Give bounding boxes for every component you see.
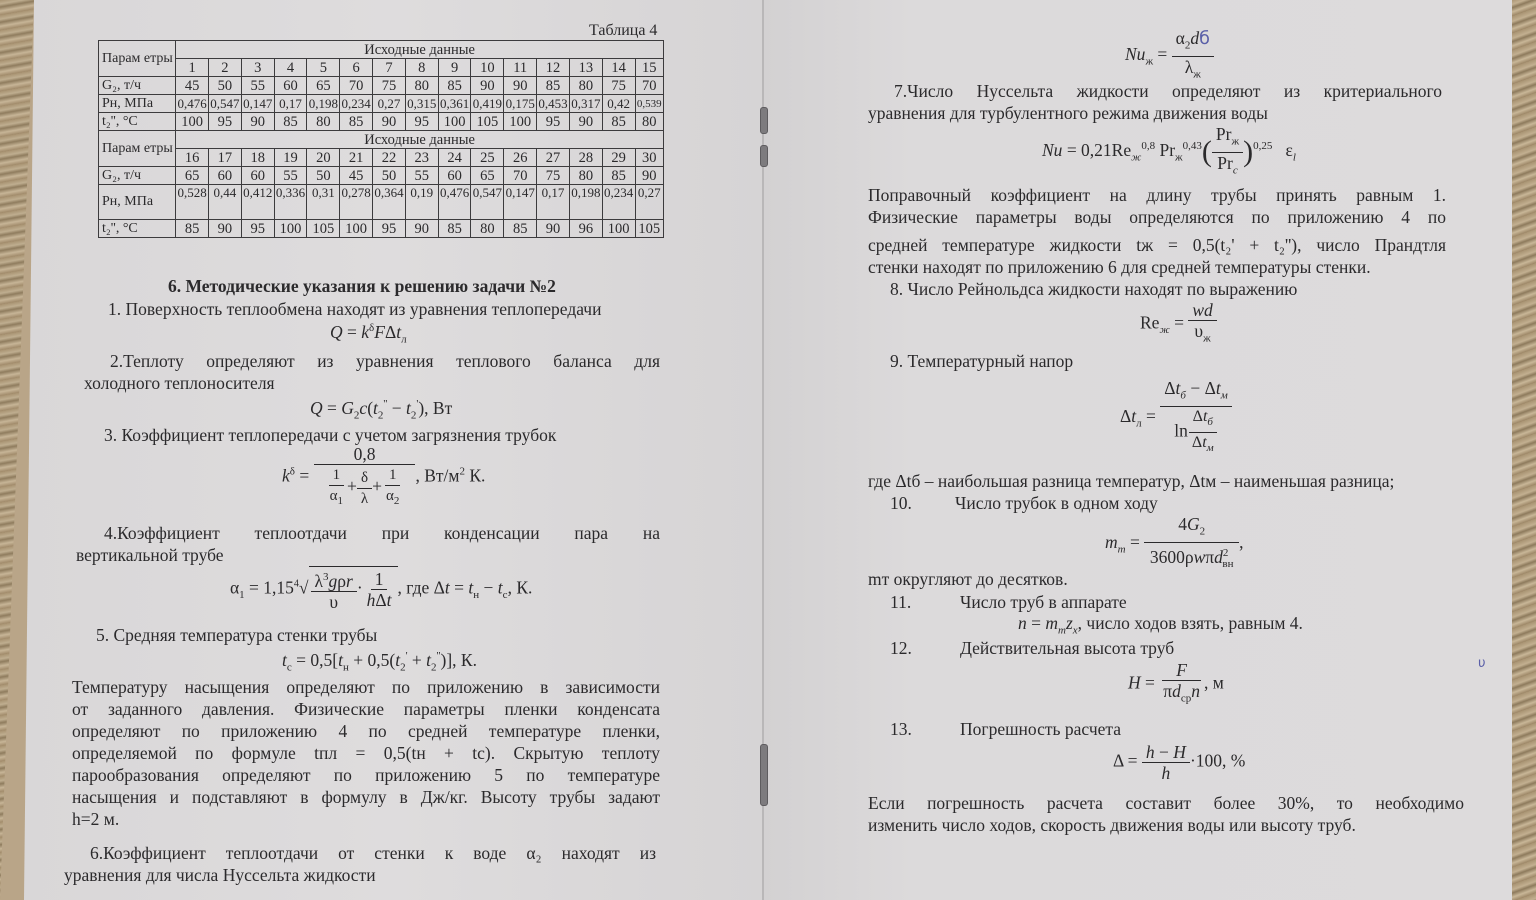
value-cell: 0,42 bbox=[602, 95, 635, 113]
value-cell: 80 bbox=[405, 77, 438, 95]
final-paragraph bbox=[868, 792, 1464, 836]
value-cell: 0,364 bbox=[373, 185, 406, 220]
variant-number-cell: 1 bbox=[176, 59, 209, 77]
item-1: 1. Поверхность теплообмена находят из уравнения теплопередачи bbox=[108, 299, 602, 319]
value-cell: 50 bbox=[373, 167, 406, 185]
item-6-line2: уравнения для числа Нуссельта жидкости bbox=[64, 865, 376, 885]
item-6-line1: 6.Коэффициент теплоотдачи от стенки к воде α₂ находят из bbox=[90, 843, 656, 863]
value-cell: 105 bbox=[635, 220, 663, 238]
item-12-number: 12. bbox=[890, 638, 912, 658]
value-cell: 85 bbox=[176, 220, 209, 238]
formula-reynolds: $Re_ж$ = $\frac{wd}{\upsilon_ж}$ bbox=[1140, 300, 1217, 349]
handwritten-subscript: б bbox=[1199, 29, 1210, 49]
value-cell: 80 bbox=[635, 113, 663, 131]
variant-number-cell: 16 bbox=[176, 149, 209, 167]
formula-alpha1: $\alpha_1 = 1,15^4√$ $\frac{\lambda^3g\rho r}{\upsilon}$ · $\frac{1}{\text{hΔt}}$ , где $\Delta t = t_н - t_с$, К. bbox=[230, 566, 532, 612]
value-cell: 0,278 bbox=[340, 185, 373, 220]
value-cell: 60 bbox=[241, 167, 274, 185]
variant-number-cell: 14 bbox=[602, 59, 635, 77]
value-cell: 85 bbox=[602, 113, 635, 131]
value-cell: 55 bbox=[241, 77, 274, 95]
value-cell: 0,547 bbox=[210, 95, 240, 111]
lmtd-explanation: где Δtб – наибольшая разница температур, Δtм – наименьшая разница; bbox=[868, 471, 1395, 491]
value-cell: 0,547 bbox=[471, 185, 504, 220]
item-3: 3. Коэффициент теплопередачи с учетом загрязнения трубок bbox=[104, 425, 557, 445]
value-cell: 0,27 bbox=[635, 185, 663, 220]
formula-heat-balance: $Q = G_2c(t_2'' - t_2')$, Вт bbox=[310, 398, 453, 422]
value-cell: 50 bbox=[307, 167, 340, 185]
value-cell: 0,198 bbox=[569, 185, 602, 220]
value-cell: 55 bbox=[274, 167, 307, 185]
value-cell: 85 bbox=[602, 167, 635, 185]
variant-number-cell: 12 bbox=[537, 59, 570, 77]
value-cell: 96 bbox=[569, 220, 602, 238]
variant-number-cell: 9 bbox=[438, 59, 471, 77]
item-7-line1: 7.Число Нуссельта жидкости определяют из критериального bbox=[894, 81, 1442, 101]
variant-number-cell: 25 bbox=[471, 149, 504, 167]
value-cell: 80 bbox=[569, 77, 602, 95]
value-cell: 60 bbox=[274, 77, 307, 95]
item-11-number: 11. bbox=[890, 592, 912, 612]
value-cell: 100 bbox=[438, 113, 471, 131]
item-4-line2: вертикальной трубе bbox=[76, 545, 224, 565]
item-2-line2: холодного теплоносителя bbox=[84, 373, 275, 393]
variant-number-cell: 19 bbox=[274, 149, 307, 167]
value-cell: 60 bbox=[208, 167, 241, 185]
value-cell: 50 bbox=[208, 77, 241, 95]
value-cell: 85 bbox=[438, 77, 471, 95]
value-cell: 0,476 bbox=[177, 95, 207, 111]
variant-number-cell: 4 bbox=[274, 59, 307, 77]
para-line: средней температуре жидкости tж = 0,5(t₂' + t₂''), число Прандтля bbox=[868, 235, 1446, 255]
value-cell: 90 bbox=[208, 220, 241, 238]
row-label-cell: t₂'', °C bbox=[99, 220, 176, 238]
group-header-cell: Исходные данные bbox=[176, 131, 664, 149]
variant-number-cell: 30 bbox=[635, 149, 663, 167]
formula-tube-count: $n = m_mz_x$, число ходов взять, равным 4. bbox=[1018, 613, 1303, 637]
param-header-cell: Парам етры bbox=[99, 131, 176, 167]
item-13-number: 13. bbox=[890, 719, 912, 739]
item-5: 5. Средняя температура стенки трубы bbox=[96, 625, 378, 645]
value-cell: 0,175 bbox=[505, 95, 535, 111]
value-cell: 95 bbox=[537, 113, 570, 131]
variant-number-cell: 7 bbox=[373, 59, 406, 77]
value-cell: 80 bbox=[307, 113, 340, 131]
value-cell: 45 bbox=[340, 167, 373, 185]
item-8: 8. Число Рейнольдса жидкости находят по выражению bbox=[890, 279, 1298, 299]
para-line: насыщения и подставляют в формулу в Дж/кг. Высоту трубы задают bbox=[72, 787, 660, 807]
formula-heat-transfer: $Q = k^\delta F\Delta t_л$ bbox=[330, 322, 407, 346]
value-cell: 85 bbox=[274, 113, 307, 131]
value-cell: 0,528 bbox=[176, 185, 209, 220]
variant-number-cell: 3 bbox=[241, 59, 274, 77]
para-line: стенки находят по приложению 6 для средней температуры стенки. bbox=[868, 257, 1371, 277]
item-2-line1: 2.Теплоту определяют из уравнения теплового баланса для bbox=[110, 351, 660, 371]
value-cell: 0,234 bbox=[341, 95, 371, 111]
value-cell: 100 bbox=[176, 113, 209, 131]
formula-nusselt-def: $Nu_ж$ = $\frac{\alpha_2dб}{\lambda_ж}$ bbox=[1125, 28, 1214, 84]
para-line: Температуру насыщения определяют по приложению в зависимости bbox=[72, 677, 660, 697]
value-cell: 0,17 bbox=[274, 95, 307, 113]
formula-error: Δ = $\frac{h - H}{h}$ ·100, % bbox=[1113, 742, 1246, 783]
value-cell: 75 bbox=[537, 167, 570, 185]
value-cell: 0,317 bbox=[571, 95, 601, 111]
value-cell: 90 bbox=[471, 77, 504, 95]
physical-params-paragraph bbox=[868, 184, 1446, 278]
value-cell: 85 bbox=[438, 220, 471, 238]
value-cell: 90 bbox=[405, 220, 438, 238]
para-line: Поправочный коэффициент на длину трубы принять равным 1. bbox=[868, 185, 1446, 205]
value-cell: 70 bbox=[504, 167, 537, 185]
value-cell: 0,44 bbox=[208, 185, 241, 220]
value-cell: 85 bbox=[340, 113, 373, 131]
para-line: Физические параметры воды определяются по приложению 4 по bbox=[868, 207, 1446, 227]
value-cell: 0,147 bbox=[243, 95, 273, 111]
value-cell: 70 bbox=[340, 77, 373, 95]
value-cell: 90 bbox=[504, 77, 537, 95]
value-cell: 90 bbox=[373, 113, 406, 131]
variant-number-cell: 26 bbox=[504, 149, 537, 167]
wooden-table-right bbox=[1510, 0, 1536, 900]
item-12-text: Действительная высота труб bbox=[960, 638, 1175, 658]
variant-number-cell: 27 bbox=[537, 149, 570, 167]
item-13-text: Погрешность расчета bbox=[960, 719, 1122, 739]
value-cell: 80 bbox=[471, 220, 504, 238]
formula-k: $k^\delta$ = 0,8 $\frac{1}{\alpha_1}$ + $\frac{\delta}{\lambda}$ + $\frac{1}{\alpha_2}$ , $Вт/м^2$ К. bbox=[282, 444, 486, 507]
saturation-paragraph bbox=[72, 676, 660, 830]
value-cell: 0,27 bbox=[373, 95, 406, 113]
formula-tube-height: H = $\frac{F}{\pi d_{ср}n}$ , м bbox=[1128, 660, 1224, 705]
formula-tubes-per-pass: $m_m$ = $\frac{4G_2}{3600\rho w\pi d^2_{вн}}$ , bbox=[1105, 514, 1244, 570]
value-cell: 0,539 bbox=[635, 95, 663, 113]
param-header-cell: Парам етры bbox=[99, 41, 176, 77]
value-cell: 0,31 bbox=[307, 185, 340, 220]
value-cell: 75 bbox=[602, 77, 635, 95]
value-cell: 95 bbox=[405, 113, 438, 131]
para-line: изменить число ходов, скорость движения воды или высоту труб. bbox=[868, 815, 1356, 835]
value-cell: 0,419 bbox=[472, 95, 502, 111]
para-line: от заданного давления. Физические параметры пленки конденсата bbox=[72, 699, 660, 719]
value-cell: 90 bbox=[537, 220, 570, 238]
value-cell: 60 bbox=[438, 167, 471, 185]
variant-number-cell: 28 bbox=[569, 149, 602, 167]
value-cell: 90 bbox=[241, 113, 274, 131]
value-cell: 75 bbox=[373, 77, 406, 95]
group-header-cell: Исходные данные bbox=[176, 41, 664, 59]
item-9: 9. Температурный напор bbox=[890, 351, 1074, 371]
item-10-text: Число трубок в одном ходу bbox=[955, 493, 1158, 513]
value-cell: 65 bbox=[471, 167, 504, 185]
value-cell: 65 bbox=[307, 77, 340, 95]
value-cell: 90 bbox=[569, 113, 602, 131]
row-label-cell: Pн, МПа bbox=[99, 185, 176, 220]
para-line: Если погрешность расчета составит более 30%, то необходимо bbox=[868, 793, 1464, 813]
formula-wall-temp: $t_с = 0,5[t_н + 0,5(t_2' + t_2'')]$, К. bbox=[282, 650, 477, 674]
variant-number-cell: 29 bbox=[602, 149, 635, 167]
value-cell: 85 bbox=[537, 77, 570, 95]
value-cell: 95 bbox=[208, 113, 241, 131]
formula-lmtd: $\Delta t_л$ = $\Delta t_б - \Delta t_м$ ln $\frac{\Delta t_б}{\Delta t_м}$ bbox=[1120, 378, 1232, 458]
row-label-cell: Pн, МПа bbox=[99, 95, 176, 113]
value-cell: 45 bbox=[176, 77, 209, 95]
value-cell: 65 bbox=[176, 167, 209, 185]
variant-number-cell: 22 bbox=[373, 149, 406, 167]
value-cell: 80 bbox=[569, 167, 602, 185]
variant-number-cell: 2 bbox=[208, 59, 241, 77]
variant-number-cell: 24 bbox=[438, 149, 471, 167]
variant-number-cell: 17 bbox=[208, 149, 241, 167]
value-cell: 0,198 bbox=[308, 95, 338, 111]
value-cell: 0,234 bbox=[602, 185, 635, 220]
section-title: 6. Методические указания к решению задачи №2 bbox=[168, 276, 556, 296]
para-line: определяемой по формуле tпл = 0,5(tн + tс). Скрытую теплоту bbox=[72, 743, 660, 763]
para-line: определяют по приложению 4 по средней температуре пленки, bbox=[72, 721, 660, 741]
variant-number-cell: 18 bbox=[241, 149, 274, 167]
variant-number-cell: 10 bbox=[471, 59, 504, 77]
value-cell: 0,19 bbox=[405, 185, 438, 220]
item-10-number: 10. bbox=[890, 493, 912, 513]
value-cell: 95 bbox=[241, 220, 274, 238]
staple-bottom bbox=[760, 744, 768, 806]
variant-number-cell: 6 bbox=[340, 59, 373, 77]
variant-number-cell: 13 bbox=[569, 59, 602, 77]
variant-number-cell: 5 bbox=[307, 59, 340, 77]
value-cell: 95 bbox=[373, 220, 406, 238]
value-cell: 0,315 bbox=[407, 95, 437, 111]
value-cell: 100 bbox=[504, 113, 537, 131]
value-cell: 0,476 bbox=[438, 185, 471, 220]
table-caption: Таблица 4 bbox=[589, 22, 658, 39]
row-label-cell: G₂, т/ч bbox=[99, 77, 176, 95]
item-4-line1: 4.Коэффициент теплоотдачи при конденсации пара на bbox=[104, 523, 660, 543]
value-cell: 100 bbox=[340, 220, 373, 238]
value-cell: 0,453 bbox=[538, 95, 568, 111]
staple-top-2 bbox=[760, 145, 768, 167]
row-label-cell: t₂'', °C bbox=[99, 113, 176, 131]
variant-number-cell: 11 bbox=[504, 59, 537, 77]
item-7-line2: уравнения для турбулентного режима движения воды bbox=[868, 103, 1268, 123]
staple-top-1 bbox=[760, 107, 768, 134]
para-line: парообразования определяют по приложению 5 по температуре bbox=[72, 765, 660, 785]
value-cell: 105 bbox=[307, 220, 340, 238]
variant-number-cell: 8 bbox=[405, 59, 438, 77]
value-cell: 0,412 bbox=[241, 185, 274, 220]
value-cell: 55 bbox=[405, 167, 438, 185]
handwritten-margin-mark: υ bbox=[1478, 656, 1486, 671]
variant-number-cell: 23 bbox=[405, 149, 438, 167]
row-label-cell: G₂, т/ч bbox=[99, 167, 176, 185]
value-cell: 0,17 bbox=[537, 185, 570, 220]
para-line: h=2 м. bbox=[72, 809, 120, 829]
value-cell: 0,336 bbox=[274, 185, 307, 220]
formula-nusselt-criteria: $Nu = 0,21Re_ж^{0,8}$ $Pr_ж^{0,43}$( $\frac{Pr_ж}{Pr_c}$ )$^{0,25}$ $\varepsilon_l$ bbox=[1042, 124, 1296, 176]
variant-number-cell: 20 bbox=[307, 149, 340, 167]
value-cell: 90 bbox=[635, 167, 663, 185]
variant-number-cell: 21 bbox=[340, 149, 373, 167]
variant-number-cell: 15 bbox=[635, 59, 663, 77]
value-cell: 70 bbox=[635, 77, 663, 95]
item-11-text: Число труб в аппарате bbox=[960, 592, 1127, 612]
rounding-note: mт округляют до десятков. bbox=[868, 569, 1068, 589]
source-data-table bbox=[98, 40, 664, 238]
value-cell: 85 bbox=[504, 220, 537, 238]
value-cell: 0,147 bbox=[504, 185, 537, 220]
value-cell: 100 bbox=[274, 220, 307, 238]
value-cell: 100 bbox=[602, 220, 635, 238]
value-cell: 105 bbox=[471, 113, 504, 131]
value-cell: 0,361 bbox=[439, 95, 470, 111]
